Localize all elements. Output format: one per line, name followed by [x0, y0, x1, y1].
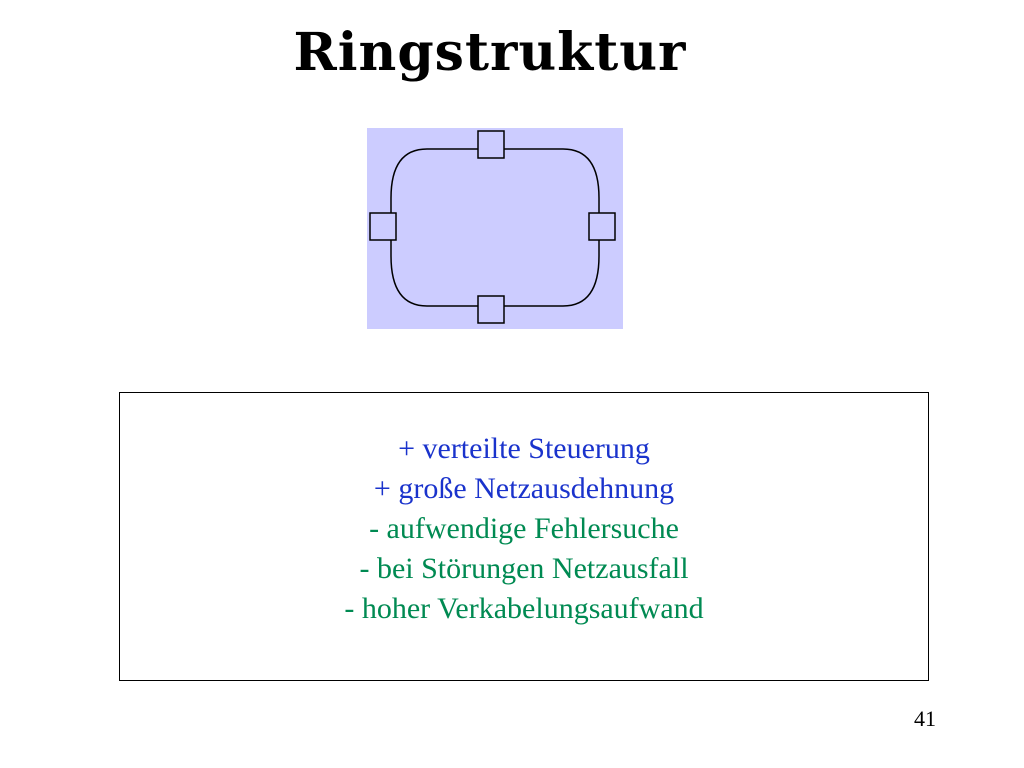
ring-topology-svg — [367, 128, 623, 329]
ring-node-left — [370, 213, 396, 240]
slide-title: Ringstruktur — [293, 22, 687, 83]
page-number: 41 — [914, 706, 936, 731]
pro-item: + verteilte Steuerung — [398, 431, 650, 465]
pros-cons-box — [119, 392, 929, 681]
con-item: - hoher Verkabelungsaufwand — [344, 591, 704, 625]
con-item: - aufwendige Fehlersuche — [369, 511, 679, 545]
con-item: - bei Störungen Netzausfall — [359, 551, 689, 585]
ring-node-top — [478, 131, 504, 158]
ring-node-bottom — [478, 296, 504, 323]
ring-topology-diagram — [367, 128, 623, 329]
ring-node-right — [589, 213, 615, 240]
pro-item: + große Netzausdehnung — [373, 471, 675, 505]
